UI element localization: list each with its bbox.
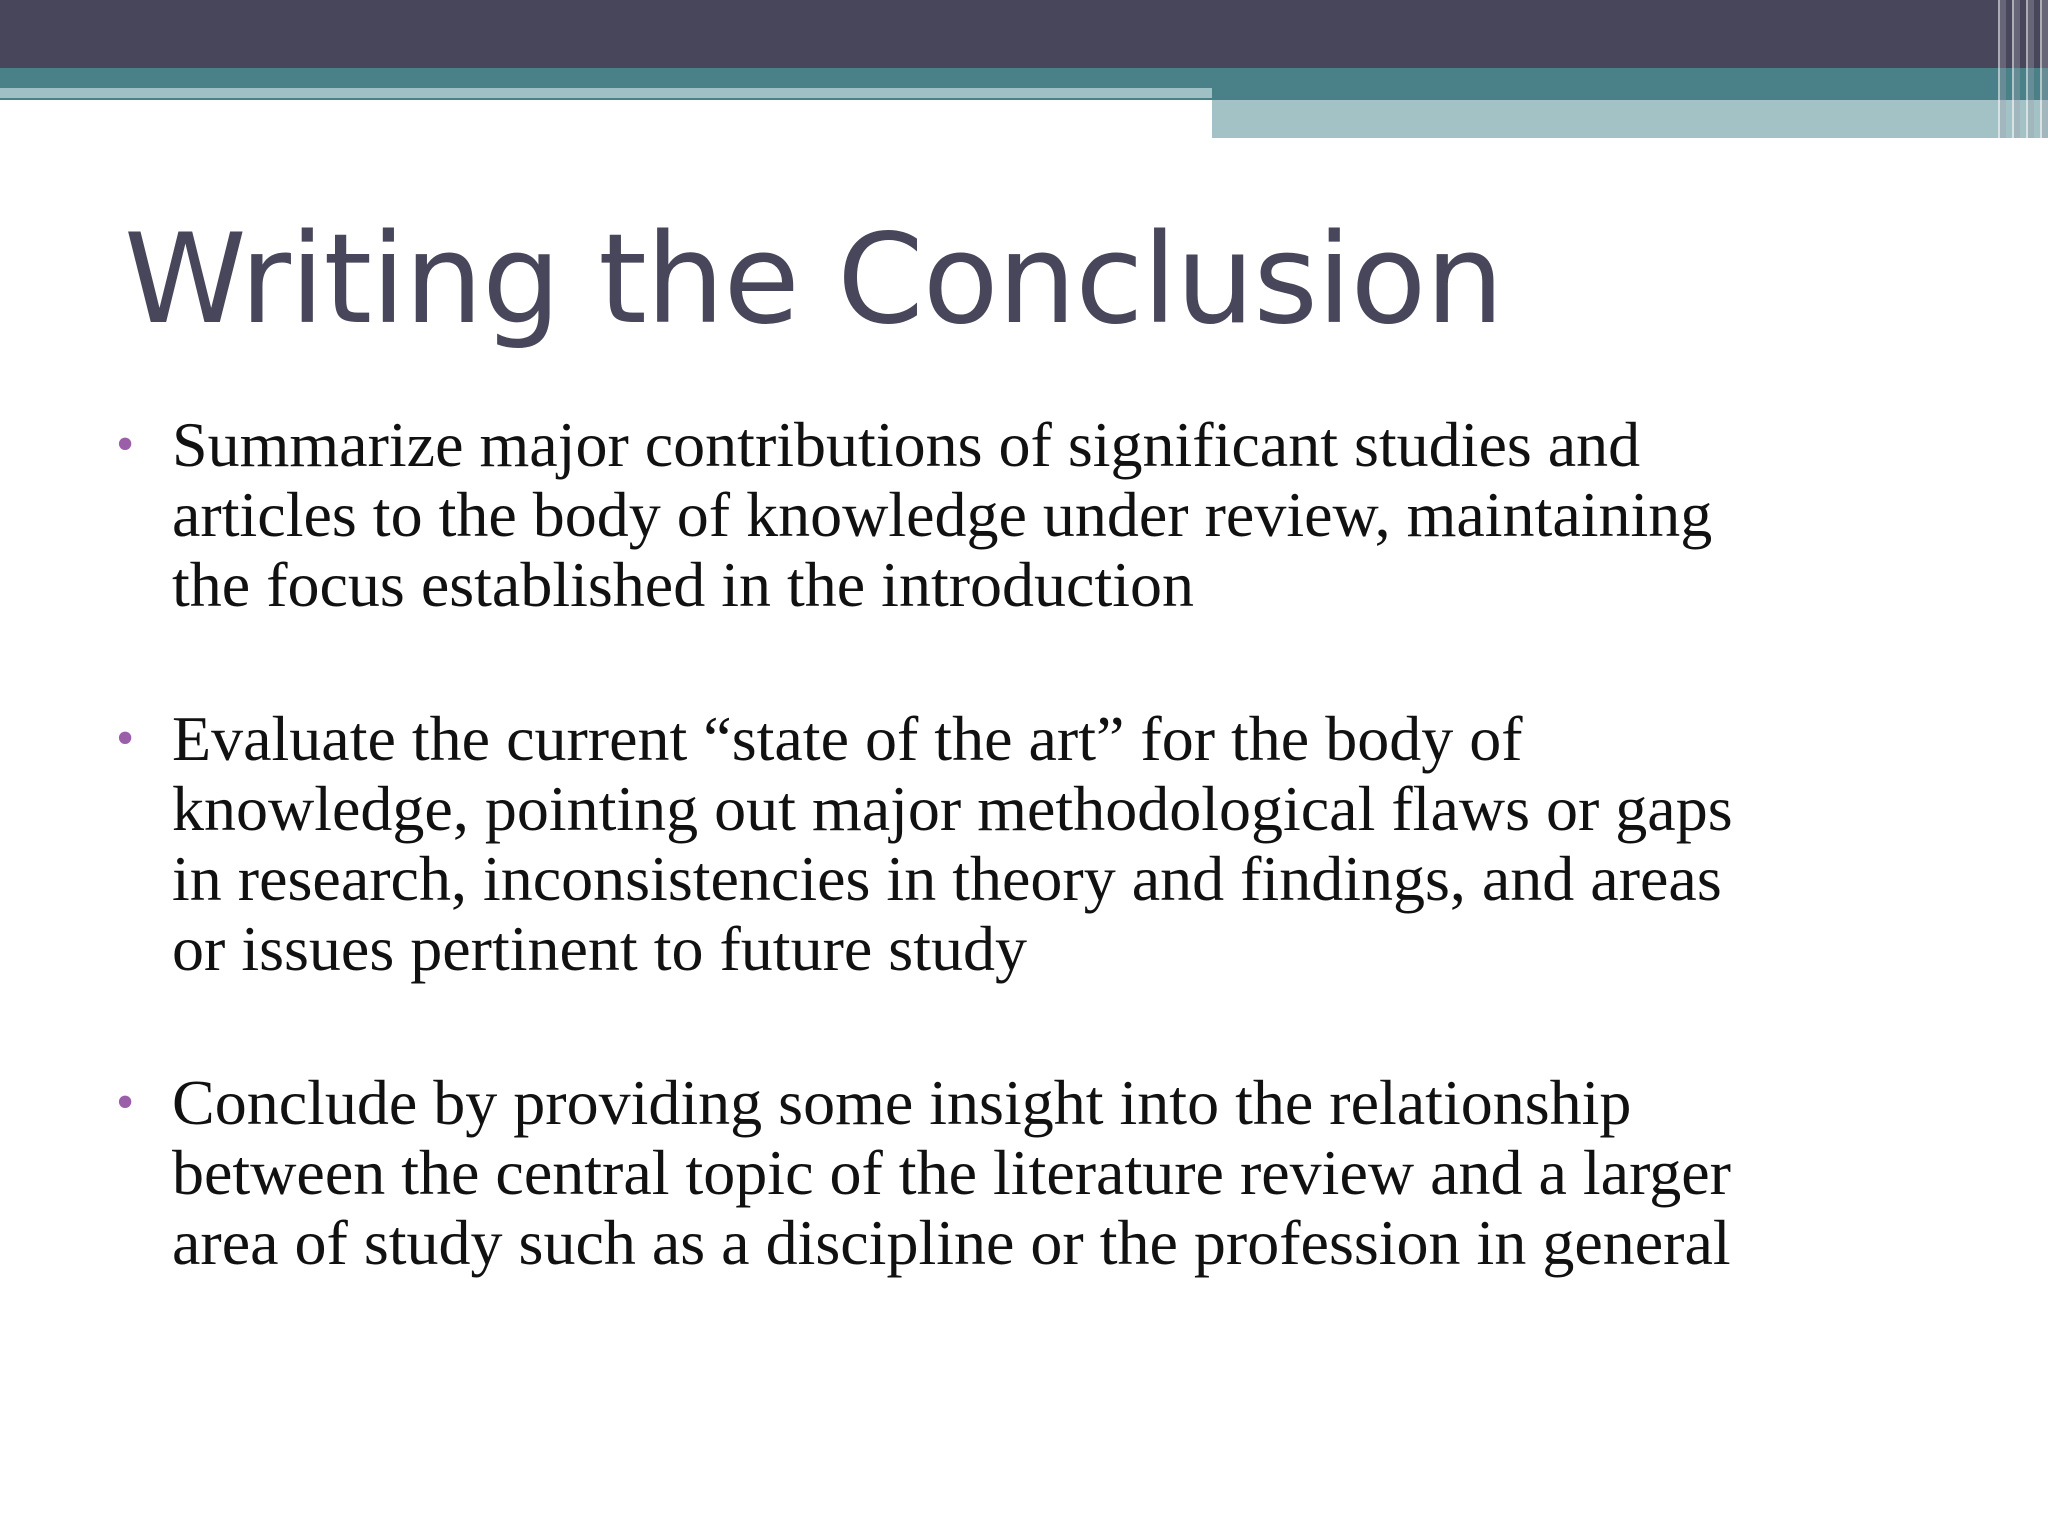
bullet-dot-icon: •: [116, 416, 135, 473]
bullet-text-line: area of study such as a discipline or the profession in general: [172, 1207, 1731, 1278]
header-band-thin-light: [0, 88, 1212, 98]
bullet-item-conclude: [112, 1068, 2012, 1278]
bullet-text-line: Summarize major contributions of significant studies and: [172, 409, 1641, 480]
bullet-text-line: Conclude by providing some insight into the relationship: [172, 1067, 1632, 1138]
header-band-light: [1212, 100, 2048, 138]
bullet-text-line: Evaluate the current “state of the art” for the body of: [172, 703, 1523, 774]
bullet-text-line: the focus established in the introduction: [172, 549, 1194, 620]
bullet-dot-icon: •: [116, 1074, 135, 1131]
bullet-text-line: articles to the body of knowledge under review, maintaining: [172, 479, 1713, 550]
bullet-list: [112, 410, 2012, 1362]
bullet-dot-icon: •: [116, 710, 135, 767]
bullet-item-evaluate: [112, 704, 2012, 984]
bullet-text-line: in research, inconsistencies in theory and findings, and areas: [172, 843, 1722, 914]
header-stripes: [1992, 0, 2048, 138]
bullet-text-line: or issues pertinent to future study: [172, 913, 1027, 984]
bullet-text-line: knowledge, pointing out major methodological flaws or gaps: [172, 773, 1733, 844]
bullet-item-summarize: [112, 410, 2012, 620]
slide-title: Writing the Conclusion: [124, 208, 1503, 352]
header-band-dark: [0, 0, 2048, 68]
bullet-text-line: between the central topic of the literature review and a larger: [172, 1137, 1731, 1208]
